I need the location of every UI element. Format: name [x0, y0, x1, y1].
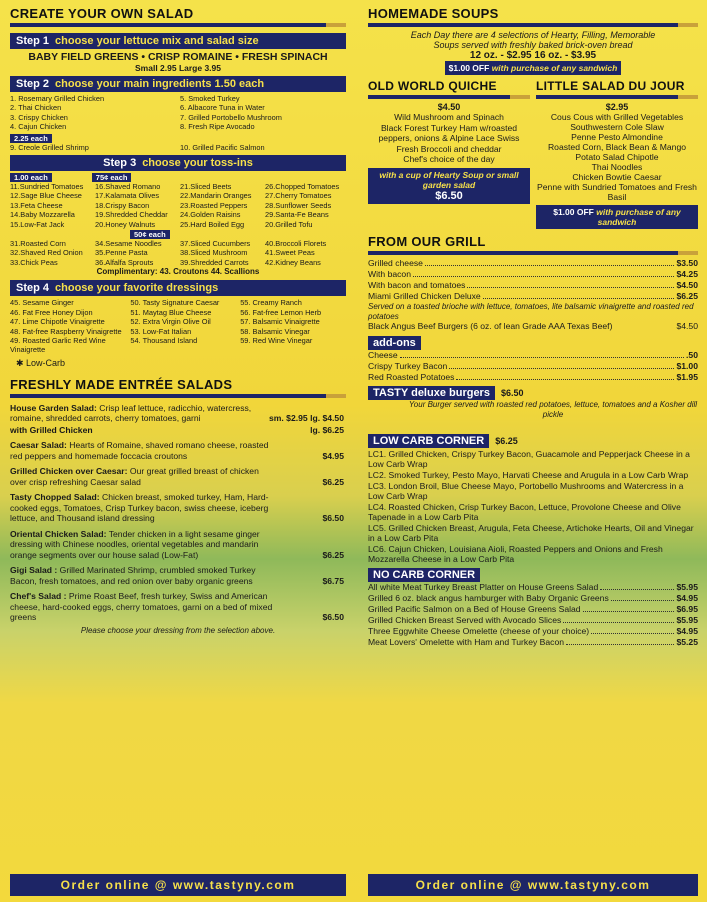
salad-jour-item: Penne with Sundried Tomatoes and Fresh Basil: [537, 182, 697, 202]
toss-in-item: 15.Low-Fat Jack: [10, 219, 65, 229]
leader-dots: [583, 604, 675, 612]
toss-in-item: 35.Penne Pasta: [95, 248, 148, 258]
salad-desc: Our great grilled breast of chicken over crisp refreshing Caesar salad: [10, 466, 259, 487]
nocarb-item-name: All white Meat Turkey Breast Platter on House Greens Salad: [368, 582, 599, 592]
salad-price: lg. $6.25: [310, 424, 344, 435]
lowcarb-item: LC2. Smoked Turkey, Pesto Mayo, Harvati Cheese and Arugula in a Low Carb Wrap: [368, 470, 689, 480]
soups-sizes: 12 oz. - $2.95 16 oz. - $3.95: [469, 50, 597, 61]
leader-dots: [611, 593, 675, 601]
leader-dots: [566, 637, 674, 645]
nocarb-item: [368, 593, 698, 604]
dressing-item: 56. Fat-free Lemon Herb: [240, 307, 322, 317]
ingredient-item: 1. Rosemary Grilled Chicken: [10, 94, 105, 103]
grill-title: FROM OUR GRILL: [368, 234, 486, 249]
toss-in-item: 28.Sunflower Seeds: [265, 200, 332, 210]
toss-in-item: 20.Grilled Tofu: [265, 219, 313, 229]
nocarb-item-price: $6.95: [676, 604, 698, 614]
nocarb-title: NO CARB CORNER: [368, 568, 480, 582]
leader-dots: [563, 615, 674, 623]
salad-jour-title: LITTLE SALAD DU JOUR: [536, 79, 685, 93]
salad-jour-item: Southwestern Cole Slaw: [570, 122, 664, 132]
dressing-item: 53. Low-Fat Italian: [130, 326, 192, 336]
salad-price: $6.25: [322, 476, 344, 487]
order-online-footer-right[interactable]: Order online @ www.tastyny.com: [368, 874, 698, 896]
toss-in-item: 36.Alfalfa Sprouts: [95, 257, 154, 267]
nocarb-item-name: Grilled 6 oz. black angus hamburger with Baby Organic Greens: [368, 593, 609, 603]
dressing-item: 59. Red Wine Vinegar: [240, 335, 313, 345]
toss-in-item: 40.Broccoli Florets: [265, 239, 327, 249]
greens-line: BABY FIELD GREENS • CRISP ROMAINE • FRESH SPINACH: [28, 51, 328, 63]
dressing-item: 48. Fat-free Raspberry Vinaigrette: [10, 326, 122, 336]
ingredient-item: 7. Grilled Portobello Mushroom: [180, 112, 282, 122]
salad-desc: Grilled Marinated Shrimp, crumbled smoked Turkey Bacon, fresh tomatoes, and red onion over baby organic greens: [10, 565, 256, 586]
toss-tag-3: 50¢ each: [130, 230, 170, 239]
step2-label: Step 2: [16, 78, 50, 90]
divider: [368, 251, 698, 255]
lowcarb-item: LC4. Roasted Chicken, Crisp Turkey Bacon, Lettuce, Provolone Cheese and Olive Tapenade in a Low Carb Pita: [368, 502, 681, 522]
toss-in-item: 22.Mandarin Oranges: [180, 191, 252, 201]
toss-in-item: 26.Chopped Tomatoes: [265, 182, 340, 192]
salad-name: Caesar Salad:: [10, 440, 67, 451]
entree-salad-item: [10, 565, 346, 586]
salad-jour-item: Potato Salad Chipotle: [575, 152, 659, 162]
toss-in-item: 41.Sweet Peas: [265, 248, 315, 258]
lowcarb-note-text: Low-Carb: [26, 357, 66, 368]
addon-item: [368, 350, 698, 361]
nocarb-item-name: Grilled Chicken Breast Served with Avocado Slices: [368, 615, 562, 625]
toss-in-item: 25.Hard Boiled Egg: [180, 219, 245, 229]
nocarb-list: [368, 582, 698, 648]
sizes-line: Small 2.95 Large 3.95: [135, 63, 221, 73]
entree-salads: [10, 403, 346, 623]
nocarb-item-name: Three Eggwhite Cheese Omelette (cheese of your choice): [368, 626, 590, 636]
step1-label: Step 1: [16, 35, 50, 47]
leader-dots: [600, 582, 674, 590]
nocarb-item: [368, 582, 698, 593]
leader-dots: [591, 626, 674, 634]
order-online-footer[interactable]: Order online @ www.tastyny.com: [10, 874, 346, 896]
step3-list-2: [10, 239, 346, 267]
salad-jour-item: Penne Pesto Almondine: [571, 132, 663, 142]
toss-in-item: 42.Kidney Beans: [265, 257, 321, 267]
toss-in-item: 31.Roasted Corn: [10, 239, 66, 249]
step2-list: [10, 94, 346, 132]
deluxe-price: $6.50: [500, 388, 524, 398]
step2-bar: [10, 76, 346, 92]
deluxe-desc: Your Burger served with roasted red potatoes, lettuce, tomatoes and a Kosher dill pickle: [408, 400, 698, 419]
grill-note: Served on a toasted brioche with lettuce, tomatoes, lite balsamic vinaigrette and roasted red potatoes: [368, 302, 694, 321]
salad-name: House Garden Salad:: [10, 402, 97, 413]
lowcarb-note: ✱ Low-Carb: [16, 357, 66, 368]
divider: [368, 95, 530, 99]
dressing-item: 50. Tasty Signature Caesar: [130, 298, 220, 308]
quiche-section: [368, 79, 530, 229]
ingredient-item: 3. Crispy Chicken: [10, 112, 68, 122]
addons-list: [368, 350, 698, 383]
quiche-offer-text: with a cup of Hearty Soup or small garden salad: [379, 169, 519, 190]
toss-in-item: 20.Honey Walnuts: [95, 219, 156, 229]
salad-price: $6.75: [322, 575, 344, 586]
complimentary: Complimentary: 43. Croutons 44. Scallions: [96, 267, 260, 277]
step4-label: Step 4: [16, 282, 50, 295]
nocarb-item-price: $5.25: [676, 637, 698, 647]
step2-tag: 2.25 each: [10, 134, 52, 143]
dressing-item: 52. Extra Virgin Olive Oil: [130, 317, 211, 327]
nocarb-item-name: Grilled Pacific Salmon on a Bed of House Greens Salad: [368, 604, 581, 614]
grill-item-price: $3.50: [676, 258, 698, 268]
lowcarb-item: LC3. London Broil, Blue Cheese Mayo, Portobello Mushrooms and Watercress in a Low Carb Wrap: [368, 481, 684, 501]
toss-tag-1: 1.00 each: [10, 173, 52, 182]
lowcarb-item: LC1. Grilled Chicken, Crispy Turkey Bacon, Guacamole and Pepperjack Cheese in a Low Carb Wrap: [368, 449, 690, 469]
entree-title: FRESHLY MADE ENTRÉE SALADS: [10, 376, 233, 392]
grill-list: [368, 258, 698, 302]
left-column: [10, 6, 346, 896]
salad-jour-item: Thai Noodles: [591, 162, 643, 172]
toss-in-item: 23.Roasted Peppers: [180, 200, 248, 210]
quiche-price: $4.50: [437, 102, 461, 112]
nocarb-item: [368, 626, 698, 637]
toss-in-item: 21.Sliced Beets: [180, 182, 232, 192]
step3-text: choose your toss-ins: [142, 157, 253, 170]
leader-dots: [483, 291, 675, 299]
toss-in-item: 14.Baby Mozzarella: [10, 210, 75, 220]
burger-row: [368, 321, 698, 332]
addon-item-price: $1.00: [676, 361, 698, 371]
step3-bar: [10, 155, 346, 171]
grill-item-price: $6.25: [676, 291, 698, 301]
grill-item: [368, 280, 698, 291]
entree-salad-item: [10, 425, 346, 436]
salad-price: $6.50: [322, 513, 344, 524]
toss-in-item: 32.Shaved Red Onion: [10, 248, 83, 258]
quiche-item: Black Forest Turkey Ham w/roasted peppers, onions & Alpine Lace Swiss: [378, 122, 520, 143]
toss-in-item: 34.Sesame Noodles: [95, 239, 162, 249]
lowcarb-price: $6.25: [495, 436, 518, 446]
ingredient-item: 9. Creole Grilled Shrimp: [10, 142, 89, 152]
entree-salad-item: [10, 440, 346, 461]
soups-title: HOMEMADE SOUPS: [368, 6, 499, 21]
salad-jour-price: $2.95: [605, 102, 629, 112]
quiche-item: Fresh Broccoli and cheddar: [396, 143, 502, 154]
dressing-item: 54. Thousand Island: [130, 335, 198, 345]
ingredient-item: 10. Grilled Pacific Salmon: [180, 142, 265, 152]
salad-desc: Chicken breast, smoked turkey, Ham, Hard-cooked eggs, Tomatoes, Crisp Turkey bacon, swiss cheese, iceberg lettuce, and Thousand island dressing: [10, 492, 269, 524]
salad-desc: Crisp leaf lettuce, radicchio, watercress, romaine, shredded carrots, cherry tomatoes, garni: [10, 402, 252, 424]
addon-item-name: Cheese: [368, 350, 398, 360]
addon-item-price: .50: [686, 350, 698, 360]
grill-item-name: Grilled cheese: [368, 258, 423, 268]
salad-price: $6.50: [322, 612, 344, 623]
leader-dots: [467, 280, 674, 288]
lowcarb-list: [368, 449, 698, 564]
toss-in-item: 24.Golden Raisins: [180, 210, 241, 220]
salad-jour-item: Chicken Bowtie Caesar: [572, 172, 662, 182]
grill-item: [368, 291, 698, 302]
salad-desc: Hearts of Romaine, shaved romano cheese, roasted red peppers and homemade foccacia croutons: [10, 440, 269, 461]
lowcarb-item: LC5. Grilled Chicken Breast, Arugula, Feta Cheese, Artichoke Hearts, Oil and Vinegar in a Low Carb Pita: [368, 523, 694, 543]
grill-item: [368, 269, 698, 280]
salad-jour-offer-text: with purchase of any sandwich: [596, 207, 681, 227]
salad-name: Gigi Salad :: [10, 565, 58, 576]
step3-label: Step 3: [103, 157, 137, 170]
burger-price: $4.50: [676, 321, 698, 331]
dressing-item: 57. Balsamic Vinaigrette: [240, 317, 320, 327]
addon-item: [368, 361, 698, 372]
leader-dots: [413, 269, 674, 277]
salad-name: Tasty Chopped Salad:: [10, 492, 100, 503]
grill-item-name: With bacon and tomatoes: [368, 280, 466, 290]
lowcarb-item: LC6. Cajun Chicken, Louisiana Aioli, Roasted Peppers and Onions and Fresh Mozzarella Cheese in a Low Carb Pita: [368, 544, 663, 564]
step4-text: choose your favorite dressings: [55, 282, 219, 295]
step2-text: choose your main ingredients 1.50 each: [55, 78, 265, 90]
addon-item-name: Red Roasted Potatoes: [368, 372, 455, 382]
salad-name: Chef's Salad :: [10, 591, 67, 602]
toss-in-item: 13.Feta Cheese: [10, 200, 63, 210]
salad-desc: with Grilled Chicken: [10, 424, 93, 435]
toss-in-item: 12.Sage Blue Cheese: [10, 191, 82, 201]
divider: [10, 394, 346, 398]
addon-item-price: $1.95: [676, 372, 698, 382]
ingredient-item: 8. Fresh Ripe Avocado: [180, 122, 255, 132]
quiche-offer-price: $6.50: [435, 189, 463, 202]
nocarb-item-name: Meat Lovers' Omelette with Ham and Turkey Bacon: [368, 637, 565, 647]
quiche-title: OLD WORLD QUICHE: [368, 79, 497, 93]
toss-in-item: 16.Shaved Romano: [95, 182, 161, 192]
step4-bar: [10, 280, 346, 296]
nocarb-item-price: $5.95: [676, 615, 698, 625]
dressing-item: 45. Sesame Ginger: [10, 298, 74, 308]
grill-item-price: $4.25: [676, 269, 698, 279]
toss-in-item: 27.Cherry Tomatoes: [265, 191, 332, 201]
addon-item: [368, 372, 698, 383]
salad-jour-item: Cous Cous with Grilled Vegetables: [550, 112, 684, 122]
soups-offer-text: with purchase of any sandwich: [491, 63, 618, 73]
toss-in-item: 38.Sliced Mushroom: [180, 248, 248, 258]
addon-item-name: Crispy Turkey Bacon: [368, 361, 448, 371]
toss-in-item: 33.Chick Peas: [10, 257, 58, 267]
nocarb-item: [368, 637, 698, 648]
quiche-item: Wild Mushroom and Spinach: [394, 112, 504, 122]
ingredient-item: 2. Thai Chicken: [10, 103, 62, 113]
step1-text: choose your lettuce mix and salad size: [55, 35, 259, 47]
salad-du-jour-section: [536, 79, 698, 229]
grill-item-price: $4.50: [676, 280, 698, 290]
divider: [536, 95, 698, 99]
salad-jour-list: [536, 112, 698, 202]
leader-dots: [400, 350, 684, 358]
dressing-item: 58. Balsamic Vinegar: [240, 326, 310, 336]
ingredient-item: 4. Cajun Chicken: [10, 122, 67, 132]
nocarb-item-price: $5.95: [676, 582, 698, 592]
ingredient-item: 6. Albacore Tuna in Water: [180, 103, 265, 113]
nocarb-item: [368, 604, 698, 615]
ingredient-item: 5. Smoked Turkey: [180, 94, 240, 103]
salad-price: $6.25: [322, 549, 344, 560]
right-column: [368, 6, 698, 896]
nocarb-item-price: $4.95: [676, 626, 698, 636]
burger-name: Black Angus Beef Burgers (6 oz. of lean Grade AAA Texas Beef): [368, 321, 613, 331]
nocarb-item: [368, 615, 698, 626]
dressing-item: 49. Roasted Garlic Red Wine Vinaigrette: [10, 335, 106, 355]
salad-jour-offer: [536, 205, 698, 229]
entree-salad-item: [10, 529, 346, 561]
quiche-item: Chef's choice of the day: [403, 154, 495, 164]
entree-salad-item: [10, 403, 346, 424]
salad-desc: Prime Roast Beef, fresh turkey, Swiss and American cheese, hard-cooked eggs, cherry tomatoes, garni on a bed of mixed greens: [10, 591, 273, 623]
toss-in-item: 11.Sundried Tomatoes: [10, 182, 84, 192]
dressing-item: 51. Maytag Blue Cheese: [130, 307, 212, 317]
leader-dots: [425, 258, 675, 266]
divider: [10, 23, 346, 27]
entree-salad-item: [10, 591, 346, 623]
salad-name: Oriental Chicken Salad:: [10, 528, 107, 539]
toss-in-item: 19.Shredded Cheddar: [95, 210, 168, 220]
deluxe-title: TASTY deluxe burgers: [368, 386, 495, 400]
dressing-item: 47. Lime Chipotle Vinaigrette: [10, 317, 105, 327]
grill-item: [368, 258, 698, 269]
soups-offer-amount: $1.00 OFF: [448, 63, 490, 73]
salad-name: Grilled Chicken over Caesar:: [10, 466, 128, 477]
lowcarb-title: LOW CARB CORNER: [368, 434, 489, 448]
entree-salad-item: [10, 466, 346, 487]
salad-desc: Tender chicken in a light sesame ginger dressing with Chinese noodles, oriental vegetables and mandarin orange segments over our house salad (Low-Fat): [10, 528, 260, 560]
entree-salad-item: [10, 492, 346, 524]
toss-in-item: 39.Shredded Carrots: [180, 257, 249, 267]
salad-jour-offer-amount: $1.00 OFF: [553, 207, 594, 217]
salad-jour-item: Roasted Corn, Black Bean & Mango: [547, 142, 687, 152]
toss-in-item: 29.Santa-Fe Beans: [265, 210, 329, 220]
quiche-list: [368, 112, 530, 165]
grill-item-name: With bacon: [368, 269, 411, 279]
quiche-offer: [368, 168, 530, 204]
soups-desc: Each Day there are 4 selections of Hearty, Filling, Memorable Soups served with freshly baked brick-oven bread: [410, 30, 656, 50]
toss-tag-2: 75¢ each: [92, 173, 132, 182]
grill-item-name: Miami Grilled Chicken Deluxe: [368, 291, 481, 301]
divider: [368, 23, 698, 27]
addons-title: add-ons: [368, 336, 421, 350]
toss-in-item: 37.Sliced Cucumbers: [180, 239, 251, 249]
toss-in-item: 18.Crispy Bacon: [95, 200, 150, 210]
dressing-item: 46. Fat Free Honey Dijon: [10, 307, 93, 317]
salad-price: $4.95: [322, 450, 344, 461]
soups-offer: [445, 61, 622, 75]
dressing-note: Please choose your dressing from the selection above.: [80, 625, 276, 635]
salad-price: sm. $2.95 lg. $4.50: [268, 413, 344, 424]
step2-extra-list: [10, 143, 346, 152]
toss-in-item: 17.Kalamata Olives: [95, 191, 160, 201]
leader-dots: [456, 372, 674, 380]
step3-list: [10, 182, 346, 229]
nocarb-item-price: $4.95: [676, 593, 698, 603]
leader-dots: [449, 361, 674, 369]
create-salad-title: CREATE YOUR OWN SALAD: [10, 6, 194, 21]
dressing-item: 55. Creamy Ranch: [240, 298, 302, 308]
step4-list: [10, 298, 346, 354]
step1-bar: [10, 33, 346, 49]
